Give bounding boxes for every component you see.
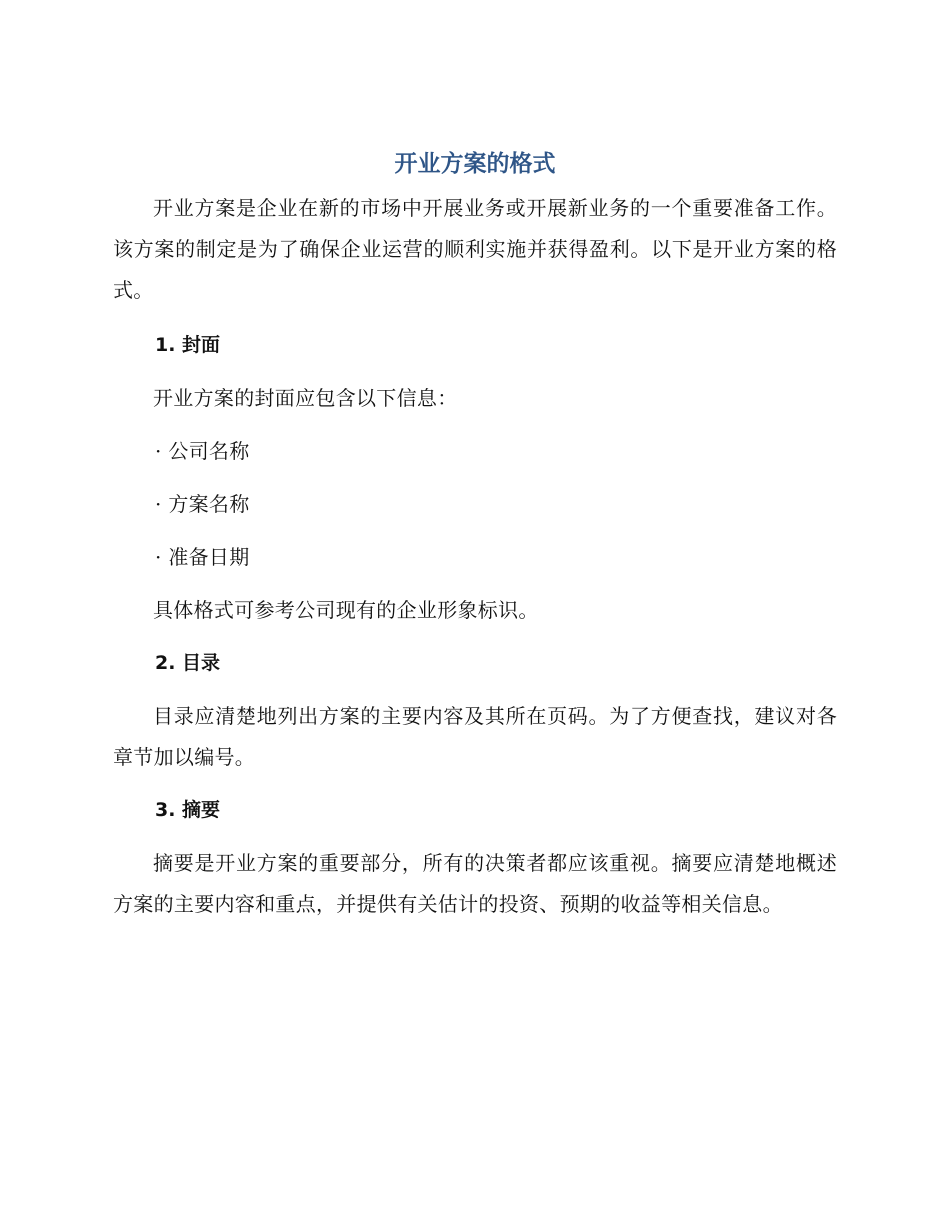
cover-list-item: · 准备日期 <box>155 545 250 569</box>
section-heading-toc: 2. 目录 <box>155 652 221 674</box>
cover-closing-paragraph: 具体格式可参考公司现有的企业形象标识。 <box>153 598 539 622</box>
intro-paragraph: 开业方案是企业在新的市场中开展业务或开展新业务的一个重要准备工作。该方案的制定是为了确保企业运营的顺利实施并获得盈利。以下是开业方案的格式。 <box>113 196 837 302</box>
toc-paragraph: 目录应清楚地列出方案的主要内容及其所在页码。为了方便查找，建议对各章节加以编号。 <box>113 704 837 769</box>
summary-paragraph: 摘要是开业方案的重要部分，所有的决策者都应该重视。摘要应清楚地概述方案的主要内容和重点，并提供有关估计的投资、预期的收益等相关信息。 <box>113 851 837 916</box>
cover-list-item: · 方案名称 <box>155 492 250 516</box>
section-heading-summary: 3. 摘要 <box>155 799 221 821</box>
cover-list-item: · 公司名称 <box>155 439 250 463</box>
section-heading-cover: 1. 封面 <box>155 334 221 356</box>
cover-lead-paragraph: 开业方案的封面应包含以下信息： <box>153 386 458 410</box>
document-body <box>113 188 837 925</box>
document-title: 开业方案的格式 <box>394 151 556 177</box>
